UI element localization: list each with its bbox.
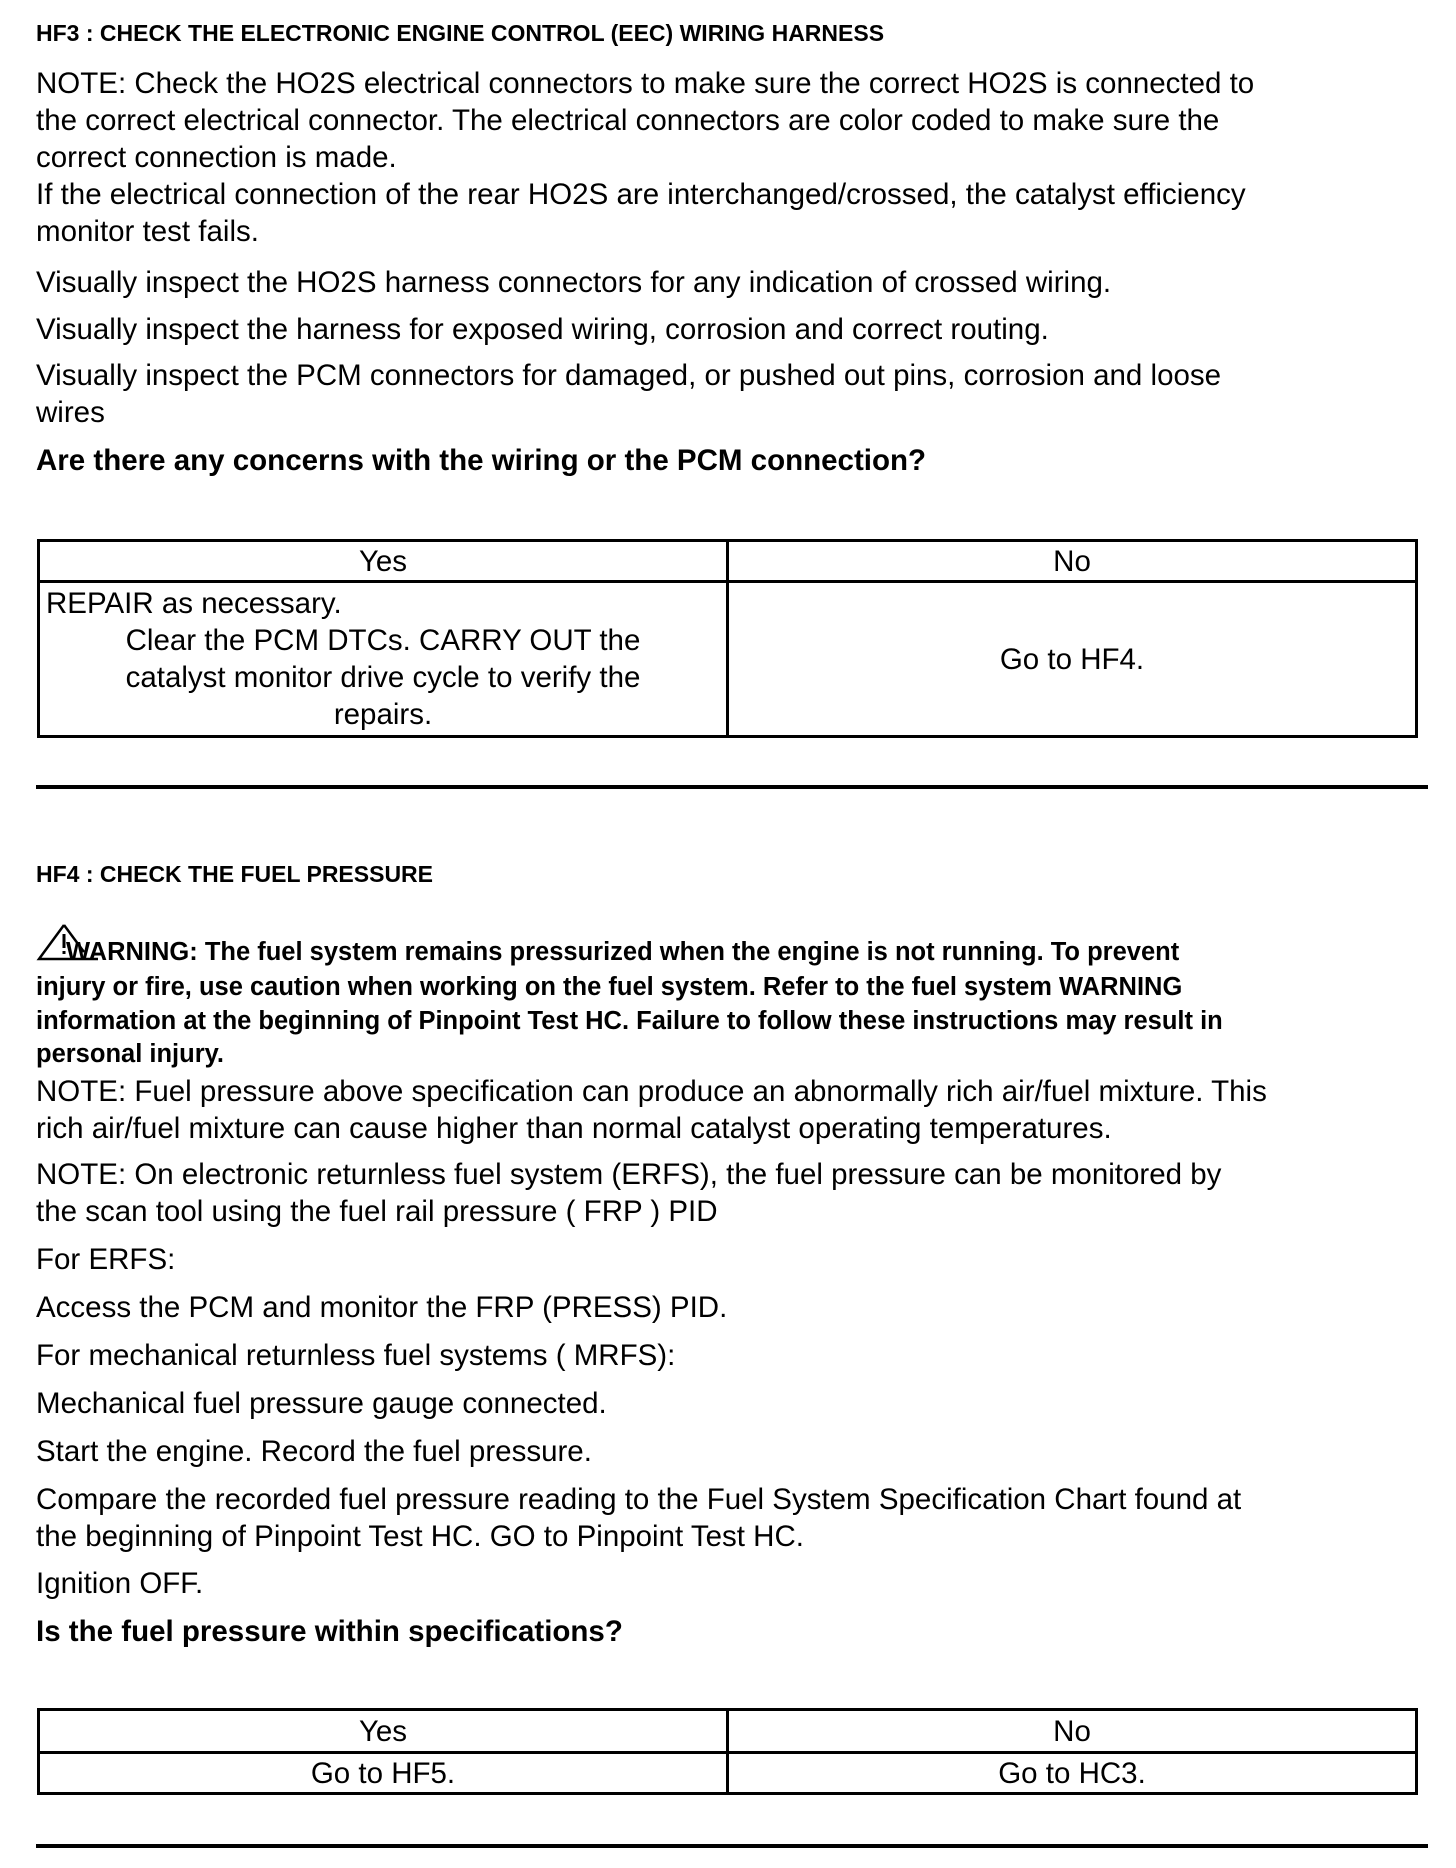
- hf3-note: [36, 65, 1254, 250]
- compare-line: Compare the recorded fuel pressure reading to the Fuel System Specification Chart found at: [36, 1483, 1242, 1516]
- start-step: Start the engine. Record the fuel pressure.: [36, 1435, 592, 1468]
- no-cell: Go to HF4.: [728, 582, 1417, 737]
- no-cell: Go to HC3.: [728, 1753, 1417, 1794]
- yes-line: REPAIR as necessary.: [46, 587, 342, 620]
- for-mrfs: For mechanical returnless fuel systems ( MRFS):: [36, 1339, 676, 1372]
- note-line: monitor test fails.: [36, 215, 259, 248]
- yes-header: Yes: [39, 541, 728, 582]
- access-step: Access the PCM and monitor the FRP (PRESS) PID.: [36, 1291, 728, 1324]
- note-line: NOTE: Fuel pressure above specification can produce an abnormally rich air/fuel mixture. This: [36, 1075, 1267, 1108]
- hf3-step-1: Visually inspect the HO2S harness connectors for any indication of crossed wiring.: [36, 266, 1112, 299]
- ignition-step: Ignition OFF.: [36, 1567, 204, 1600]
- gauge-step: Mechanical fuel pressure gauge connected.: [36, 1387, 607, 1420]
- hf4-note-1: [36, 1073, 1267, 1147]
- hf4-answer-table: [37, 1708, 1418, 1795]
- note-line: rich air/fuel mixture can cause higher than normal catalyst operating temperatures.: [36, 1112, 1112, 1145]
- hf3-step-3: [36, 357, 1221, 431]
- no-header: No: [728, 1710, 1417, 1753]
- step-line: Visually inspect the PCM connectors for damaged, or pushed out pins, corrosion and loose: [36, 359, 1222, 392]
- step-line: wires: [36, 396, 105, 429]
- hf3-step-2: Visually inspect the harness for exposed wiring, corrosion and correct routing.: [36, 313, 1049, 346]
- yes-line: catalyst monitor drive cycle to verify the: [125, 661, 641, 694]
- section-divider: [36, 785, 1428, 789]
- warning-line: information at the beginning of Pinpoint Test HC. Failure to follow these instructions may result in: [36, 1006, 1223, 1035]
- warning-line: injury or fire, use caution when working on the fuel system. Refer to the fuel system WARNING: [36, 973, 1183, 1002]
- section-divider: [36, 1844, 1428, 1848]
- yes-cell: [39, 582, 728, 737]
- for-erfs: For ERFS:: [36, 1243, 176, 1276]
- compare-line: the beginning of Pinpoint Test HC. GO to Pinpoint Test HC.: [36, 1520, 804, 1553]
- note-line: the correct electrical connector. The electrical connectors are color coded to make sure the: [36, 104, 1220, 137]
- note-line: NOTE: Check the HO2S electrical connectors to make sure the correct HO2S is connected to: [36, 67, 1255, 100]
- note-line: the scan tool using the fuel rail pressure ( FRP ) PID: [36, 1195, 718, 1228]
- hf4-warning: [36, 922, 1223, 1071]
- note-line: NOTE: On electronic returnless fuel system (ERFS), the fuel pressure can be monitored by: [36, 1158, 1222, 1191]
- warning-line: WARNING: The fuel system remains pressurized when the engine is not running. To prevent: [66, 938, 1180, 966]
- warning-line: personal injury.: [36, 1039, 224, 1068]
- hf3-question: Are there any concerns with the wiring or the PCM connection?: [36, 444, 927, 477]
- no-header: No: [728, 541, 1417, 582]
- note-line: If the electrical connection of the rear HO2S are interchanged/crossed, the catalyst efficiency: [36, 178, 1246, 211]
- hf4-heading: HF4 : CHECK THE FUEL PRESSURE: [36, 861, 434, 887]
- yes-header: Yes: [39, 1710, 728, 1753]
- yes-cell: Go to HF5.: [39, 1753, 728, 1794]
- hf3-answer-table: [37, 539, 1418, 738]
- note-line: correct connection is made.: [36, 141, 397, 174]
- compare-step: [36, 1481, 1241, 1555]
- hf3-heading: HF3 : CHECK THE ELECTRONIC ENGINE CONTROL (EEC) WIRING HARNESS: [36, 20, 885, 46]
- yes-line: Clear the PCM DTCs. CARRY OUT the: [125, 624, 641, 657]
- hf4-note-2: [36, 1156, 1221, 1230]
- yes-line: repairs.: [333, 698, 433, 731]
- hf4-question: Is the fuel pressure within specifications?: [36, 1615, 623, 1648]
